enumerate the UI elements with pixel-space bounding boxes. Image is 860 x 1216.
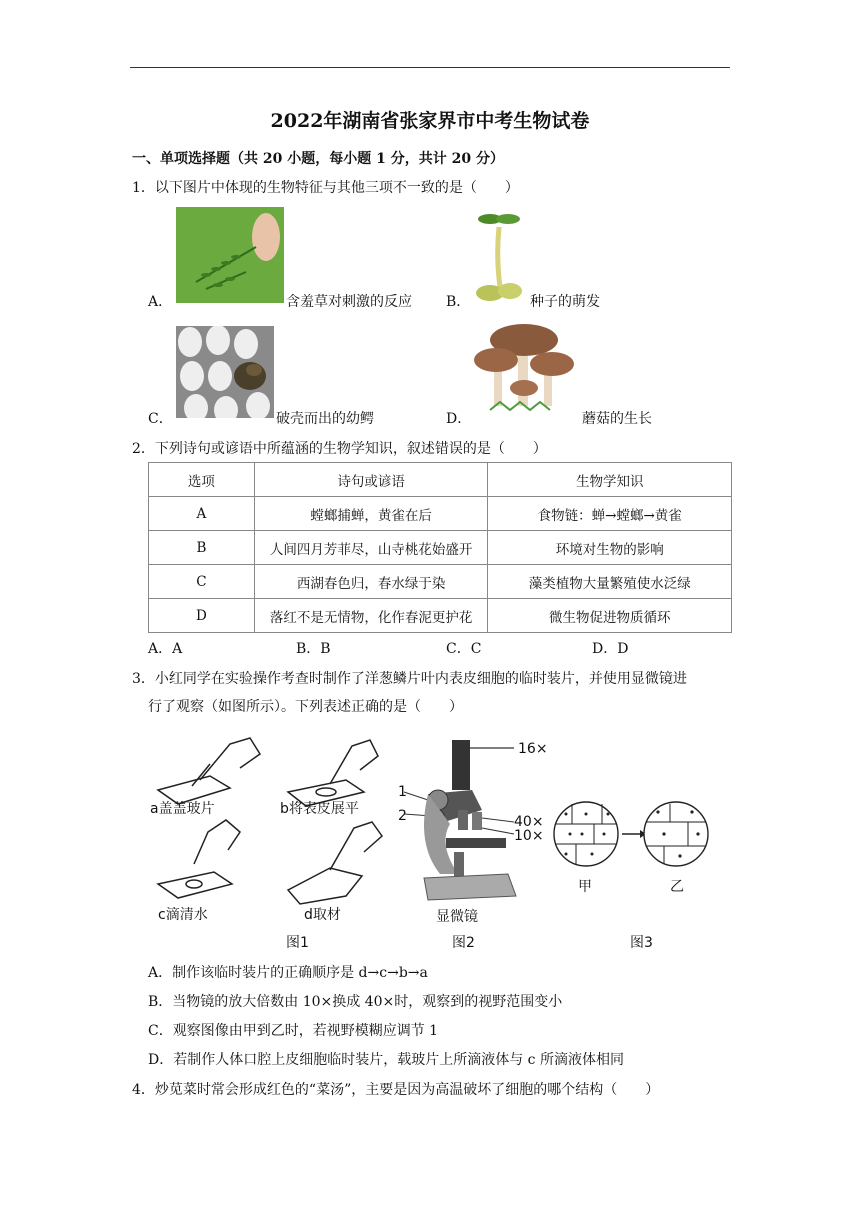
table-cell: D	[149, 599, 255, 633]
mushroom-image	[470, 320, 580, 418]
table-cell: 食物链：蝉→螳螂→黄雀	[488, 497, 732, 531]
table-cell: B	[149, 531, 255, 565]
table-cell: 螳螂捕蝉，黄雀在后	[254, 497, 488, 531]
fig3-label-yi: 乙	[670, 879, 684, 895]
knob-2-label: 2	[398, 808, 407, 824]
table-header-row	[149, 463, 732, 497]
header-rule	[130, 67, 730, 68]
fig3-label-jia: 甲	[578, 879, 592, 895]
objective-40x-label: 40×	[514, 814, 544, 830]
table-row	[149, 497, 732, 531]
q1-option-a-caption: 含羞草对刺激的反应	[286, 294, 412, 310]
table-cell: 落红不是无情物，化作春泥更护花	[254, 599, 488, 633]
q3-stem-line2: 行了观察（如图所示）。下列表述正确的是（ ）	[148, 699, 463, 715]
q2-option-c[interactable]: C．C	[446, 641, 482, 657]
fig1-label-a: a盖盖玻片	[150, 801, 215, 817]
figure-2-caption: 图2	[452, 935, 475, 951]
table-cell: 环境对生物的影响	[488, 531, 732, 565]
q2-table	[148, 462, 732, 633]
q4-stem: 4．炒苋菜时常会形成红色的“菜汤”，主要是因为高温破坏了细胞的哪个结构（ ）	[132, 1082, 660, 1098]
table-cell: 微生物促进物质循环	[488, 599, 732, 633]
fig1-label-d: d取材	[304, 907, 341, 923]
q2-option-b[interactable]: B．B	[296, 641, 331, 657]
knob-1-label: 1	[398, 784, 407, 800]
figure-1-caption: 图1	[286, 935, 309, 951]
page-title: 2022年湖南省张家界市中考生物试卷	[270, 110, 590, 132]
figure-3-cell-views	[552, 800, 712, 870]
q1-option-b-caption: 种子的萌发	[530, 294, 600, 310]
table-header: 诗句或谚语	[254, 463, 488, 497]
q1-option-d-letter[interactable]: D．	[446, 411, 472, 427]
table-cell: 西湖春色归，春水绿于染	[254, 565, 488, 599]
table-cell: C	[149, 565, 255, 599]
figure-3-caption: 图3	[630, 935, 653, 951]
q1-stem: 1．以下图片中体现的生物特征与其他三项不一致的是（ ）	[132, 180, 519, 196]
figure-1-procedure	[150, 724, 390, 924]
q1-option-a-letter[interactable]: A．	[148, 294, 173, 310]
q1-option-c-caption: 破壳而出的幼鳄	[276, 411, 374, 427]
table-row	[149, 599, 732, 633]
fig1-label-b: b将表皮展平	[280, 801, 359, 817]
table-cell: 人间四月芳菲尽，山寺桃花始盛开	[254, 531, 488, 565]
objective-10x-label: 10×	[514, 828, 544, 844]
q2-option-d[interactable]: D．D	[592, 641, 629, 657]
mimosa-image	[176, 207, 284, 303]
table-cell: 藻类植物大量繁殖使水泛绿	[488, 565, 732, 599]
eyepiece-label: 16×	[518, 741, 548, 757]
hatching-crocodile-image	[176, 326, 274, 418]
q2-stem: 2．下列诗句或谚语中所蕴涵的生物学知识，叙述错误的是（ ）	[132, 441, 547, 457]
table-header: 选项	[149, 463, 255, 497]
table-row	[149, 531, 732, 565]
q3-stem-line1: 3．小红同学在实验操作考查时制作了洋葱鳞片叶内表皮细胞的临时装片，并使用显微镜进	[132, 671, 687, 687]
q3-option-a[interactable]: A．制作该临时装片的正确顺序是 d→c→b→a	[148, 965, 428, 981]
seedling-image	[470, 207, 528, 303]
fig1-label-c: c滴清水	[158, 907, 208, 923]
q3-option-c[interactable]: C．观察图像由甲到乙时，若视野模糊应调节 1	[148, 1023, 439, 1039]
table-row	[149, 565, 732, 599]
q1-option-c-letter[interactable]: C．	[148, 411, 173, 427]
q3-option-b[interactable]: B．当物镜的放大倍数由 10×换成 40×时，观察到的视野范围变小	[148, 994, 563, 1010]
table-cell: A	[149, 497, 255, 531]
q1-option-b-letter[interactable]: B．	[446, 294, 471, 310]
q1-option-d-caption: 蘑菇的生长	[582, 411, 652, 427]
microscope-label: 显微镜	[436, 909, 478, 925]
q2-option-a[interactable]: A．A	[148, 641, 183, 657]
q3-option-d[interactable]: D．若制作人体口腔上皮细胞临时装片，载玻片上所滴液体与 c 所滴液体相同	[148, 1052, 624, 1068]
table-header: 生物学知识	[488, 463, 732, 497]
section-heading: 一、单项选择题（共 20 小题，每小题 1 分，共计 20 分）	[132, 151, 504, 167]
